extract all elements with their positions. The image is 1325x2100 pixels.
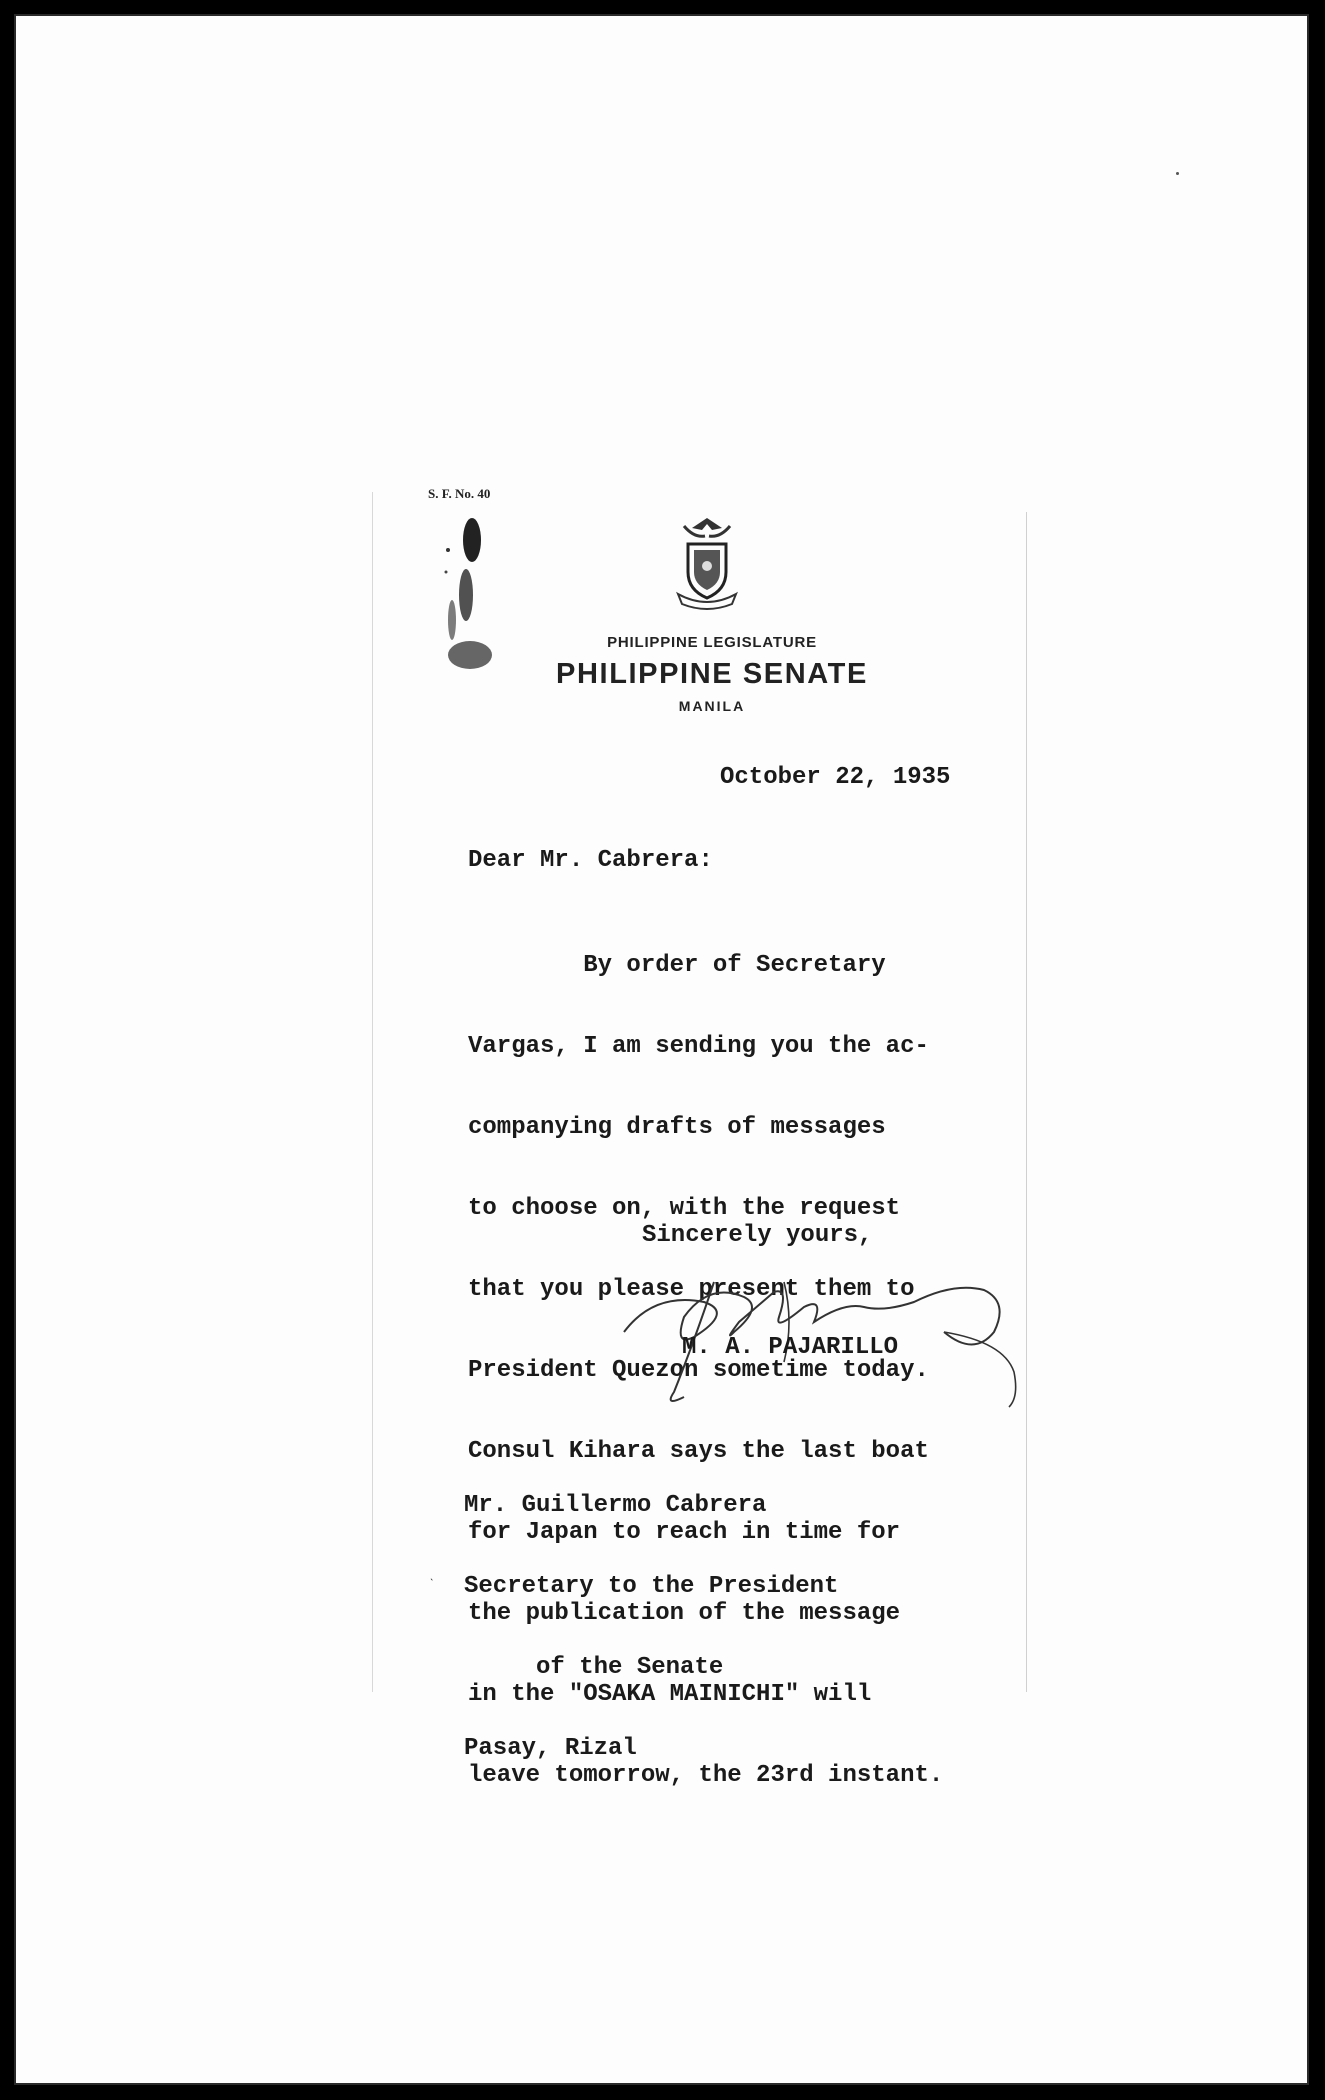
body-line: Vargas, I am sending you the ac-: [468, 1033, 929, 1060]
body-line: to choose on, with the request: [468, 1195, 901, 1222]
body-line: that you please present them to: [468, 1276, 915, 1303]
senate-seal-icon: [672, 514, 742, 614]
letterhead-senate: PHILIPPINE SENATE: [556, 658, 868, 690]
signer-name: M. A. PAJARILLO: [682, 1334, 899, 1361]
body-line: in the "OSAKA MAINICHI" will: [468, 1681, 872, 1708]
letter-date: October 22, 1935: [720, 764, 951, 791]
letter-salutation: Dear Mr. Cabrera:: [468, 847, 713, 874]
address-line: Secretary to the President: [464, 1573, 839, 1600]
body-line: leave tomorrow, the 23rd instant.: [468, 1762, 944, 1789]
address-line: of the Senate: [464, 1654, 724, 1681]
stray-mark: ˎ: [428, 1568, 436, 1582]
dust-speck: [1176, 172, 1179, 175]
address-line: Pasay, Rizal: [464, 1735, 637, 1762]
body-line: By order of Secretary: [468, 952, 886, 979]
form-number: S. F. No. 40: [428, 486, 491, 501]
body-line: the publication of the message: [468, 1600, 901, 1627]
letterhead-legislature: PHILIPPINE LEGISLATURE: [607, 634, 817, 651]
body-line: companying drafts of messages: [468, 1114, 886, 1141]
body-line: Consul Kihara says the last boat: [468, 1438, 929, 1465]
recipient-address: [464, 1438, 838, 1816]
body-line: for Japan to reach in time for: [468, 1519, 901, 1546]
scanned-page: [14, 14, 1309, 2085]
body-line: President Quezon sometime today.: [468, 1357, 929, 1384]
letterhead-city: MANILA: [678, 698, 746, 714]
letter-sheet: [372, 482, 1027, 1789]
address-line: Mr. Guillermo Cabrera: [464, 1492, 767, 1519]
letter-closing: Sincerely yours,: [642, 1222, 873, 1249]
